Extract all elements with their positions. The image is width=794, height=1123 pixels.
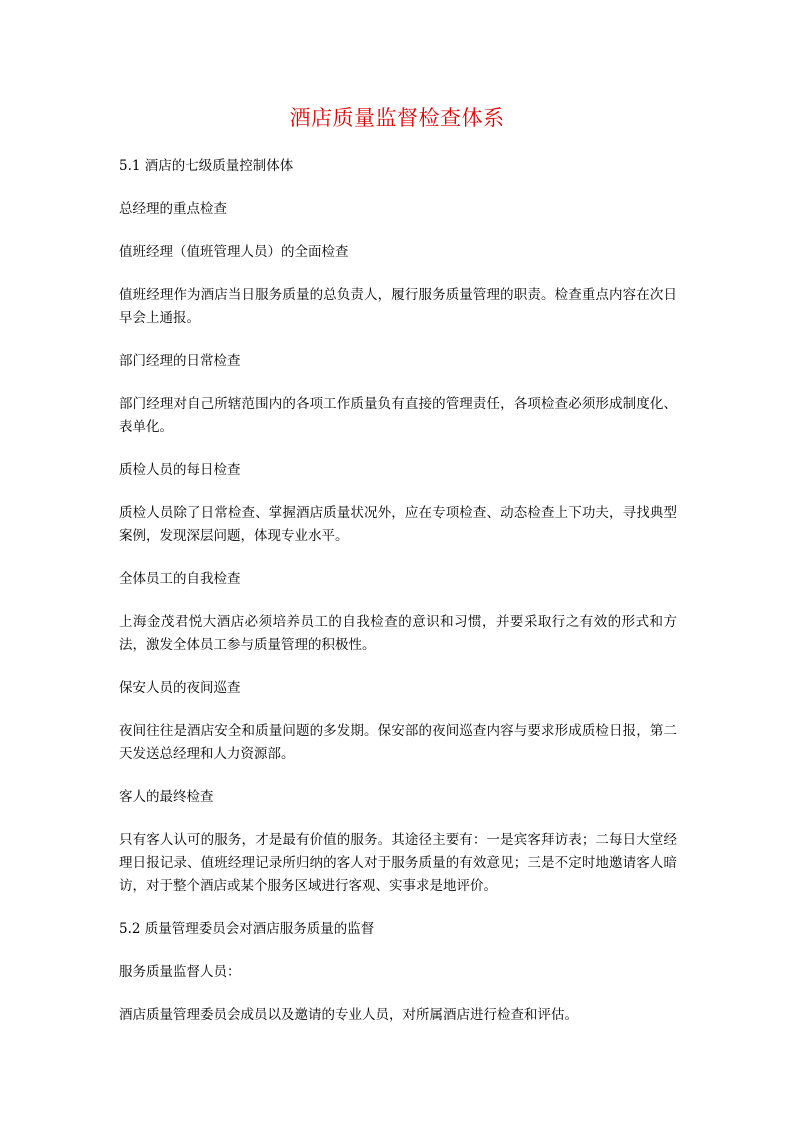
paragraph-duty-manager: 值班经理作为酒店当日服务质量的总负责人，履行服务质量管理的职责。检查重点内容在次日早会上通报。 xyxy=(119,287,677,326)
paragraph-dept-manager: 部门经理对自己所辖范围内的各项工作质量负有直接的管理责任，各项检查必须形成制度化、表单化。 xyxy=(119,396,677,435)
paragraph-quality-committee: 酒店质量管理委员会成员以及邀请的专业人员，对所属酒店进行检查和评估。 xyxy=(119,1007,578,1023)
subheading-security-night-patrol: 保安人员的夜间巡查 xyxy=(119,680,241,696)
subheading-quality-supervisors: 服务质量监督人员： xyxy=(119,964,241,980)
paragraph-security-night-patrol: 夜间往往是酒店安全和质量问题的多发期。保安部的夜间巡查内容与要求形成质检日报，第二天发送总经理和人力资源部。 xyxy=(119,723,677,762)
document-title: 酒店质量监督检查体系 xyxy=(289,106,505,130)
section-heading-5-1: 5.1 酒店的七级质量控制体体 xyxy=(119,158,294,174)
paragraph-guest-final-check: 只有客人认可的服务，才是最有价值的服务。其途径主要有：一是宾客拜访表；二每日大堂经理日报记录、值班经理记录所归纳的客人对于服务质量的有效意见；三是不定时地邀请客人暗访，对于整个酒店或某个服务区域进行客观、实事求是地评价。 xyxy=(119,832,677,894)
subheading-duty-manager-check: 值班经理（值班管理人员）的全面检查 xyxy=(119,244,349,260)
subheading-qc-daily-check: 质检人员的每日检查 xyxy=(119,462,241,478)
paragraph-staff-self-check: 上海金茂君悦大酒店必须培养员工的自我检查的意识和习惯，并要采取行之有效的形式和方法，激发全体员工参与质量管理的积极性。 xyxy=(119,614,677,653)
subheading-staff-self-check: 全体员工的自我检查 xyxy=(119,571,241,587)
section-heading-5-2: 5.2 质量管理委员会对酒店服务质量的监督 xyxy=(119,921,375,937)
subheading-guest-final-check: 客人的最终检查 xyxy=(119,789,214,805)
subheading-gm-check: 总经理的重点检查 xyxy=(119,201,227,217)
subheading-dept-manager-check: 部门经理的日常检查 xyxy=(119,353,241,369)
paragraph-qc-staff: 质检人员除了日常检查、掌握酒店质量状况外，应在专项检查、动态检查上下功夫，寻找典型案例，发现深层问题，体现专业水平。 xyxy=(119,505,677,544)
document-body xyxy=(119,155,677,1047)
